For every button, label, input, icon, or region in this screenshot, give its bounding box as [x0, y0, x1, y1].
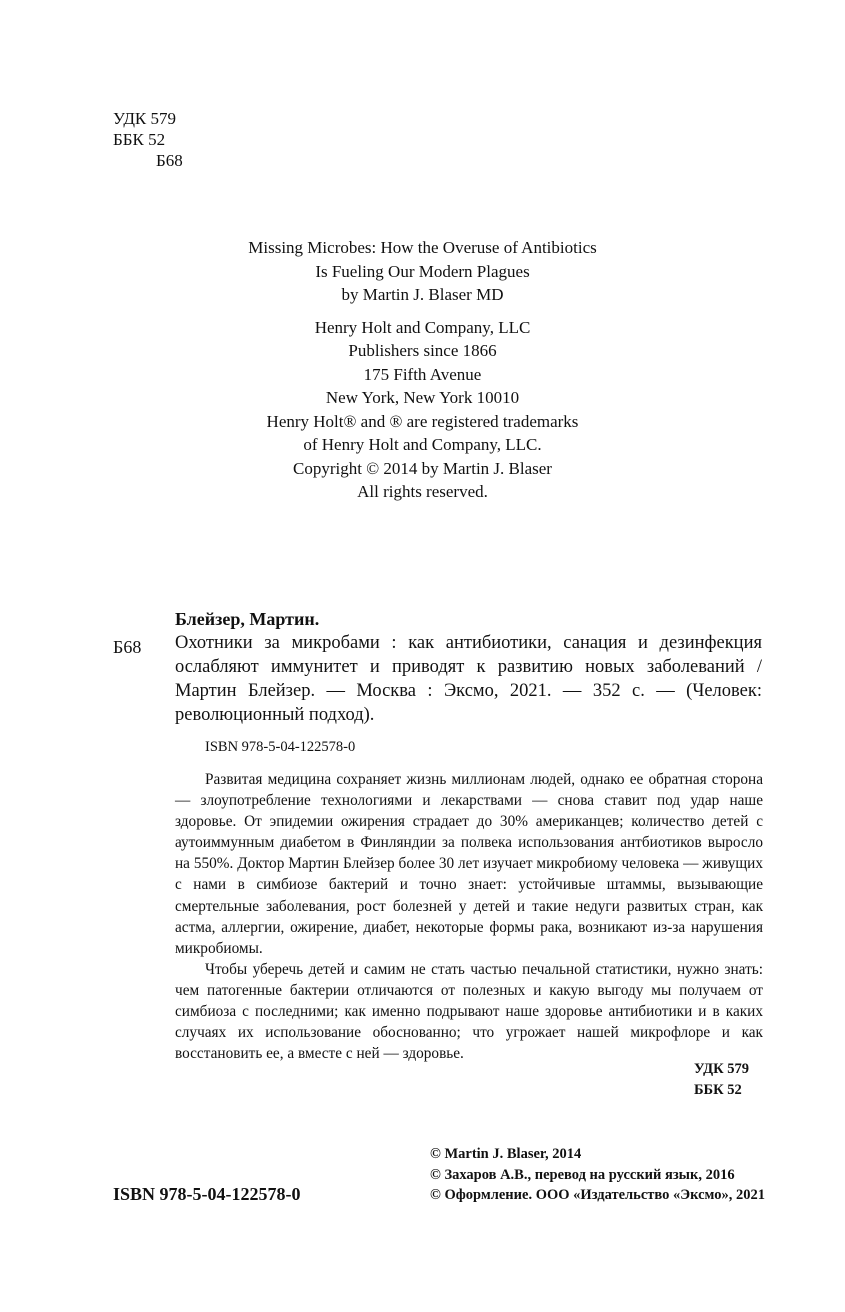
- annotation-paragraph: Чтобы уберечь детей и самим не стать частью печальной статистики, нужно знать: чем патогенные бактерии отличаются от полезных и какую выгоду мы получаем от симбиоза с последними; как именно подрывают наше здоровье антибиотики и в каких случаях их использование обоснованно; что угрожает нашей микрофлоре и как восстановить ее, а вместе с ней — здоровье.: [175, 960, 763, 1063]
- trademark-line1: Henry Holt® and ® are registered trademarks: [266, 411, 579, 431]
- trademark-line2: of Henry Holt and Company, LLC.: [303, 435, 542, 454]
- original-edition-info: [0, 236, 845, 504]
- publisher-street: 175 Fifth Avenue: [363, 364, 482, 384]
- bottom-udk: УДК 579: [693, 1061, 749, 1077]
- original-author: by Martin J. Blaser MD: [341, 285, 504, 304]
- bbk-code: ББК 52: [113, 130, 166, 149]
- publisher-since: Publishers since 1866: [348, 341, 497, 360]
- copyright-notices: [430, 1144, 765, 1206]
- catalog-isbn: ISBN 978-5-04-122578-0: [205, 739, 356, 755]
- udk-code: УДК 579: [113, 109, 177, 128]
- original-title-line2: Is Fueling Our Modern Plagues: [315, 261, 530, 281]
- copyright-line: © Захаров А.В., перевод на русский язык, 2016: [430, 1166, 735, 1183]
- bibliographic-description: Охотники за микробами : как антибиотики, санация и дезинфекция ослабляют иммунитет и приводят к развитию новых заболеваний / Мартин Блейзер. — Москва : Эксмо, 2021. — 352 с. — (Человек: революционный подход).: [175, 633, 762, 725]
- copyright-line: © Martin J. Blaser, 2014: [430, 1146, 582, 1162]
- classification-block: [113, 108, 183, 171]
- bottom-bbk: ББК 52: [693, 1082, 742, 1098]
- publisher-city: New York, New York 10010: [325, 388, 520, 407]
- author-mark: Б68: [156, 151, 183, 170]
- rights-reserved: All rights reserved.: [357, 482, 488, 501]
- catalog-side-mark: Б68: [113, 637, 142, 657]
- copyright-line: © Оформление. ООО «Издательство «Эксмо», 2021: [430, 1187, 765, 1203]
- original-title-line1: Missing Microbes: How the Overuse of Antibiotics: [248, 238, 597, 257]
- original-publisher: Henry Holt and Company, LLC: [314, 317, 531, 337]
- annotation: [175, 769, 763, 1064]
- annotation-paragraph: Развитая медицина сохраняет жизнь миллионам людей, однако ее обратная сторона — злоупотребление технологиями и лекарствами — снова ставит под удар наше здоровье. От эпидемии ожирения страдает до 30% американцев; количество детей с аутоиммунным диабетом в Финляндии за полвека использования антбиотиков выросло на 550%. Доктор Мартин Блейзер более 30 лет изучает микробиому человека — живущих с нами в симбиозе бактерий и точно знает: устойчивые штаммы, вызывающие смертельные заболевания, рост болезней у детей и такие недуги развитых стран, как астма, аллергии, ожирение, диабет, некоторые формы рака, возникают из-за нарушения микробиомы.: [175, 771, 763, 957]
- isbn-footer: ISBN 978-5-04-122578-0: [113, 1184, 301, 1204]
- bottom-classification: [694, 1059, 749, 1101]
- original-copyright: Copyright © 2014 by Martin J. Blaser: [293, 458, 552, 478]
- catalog-author-heading: Блейзер, Мартин.: [175, 609, 320, 629]
